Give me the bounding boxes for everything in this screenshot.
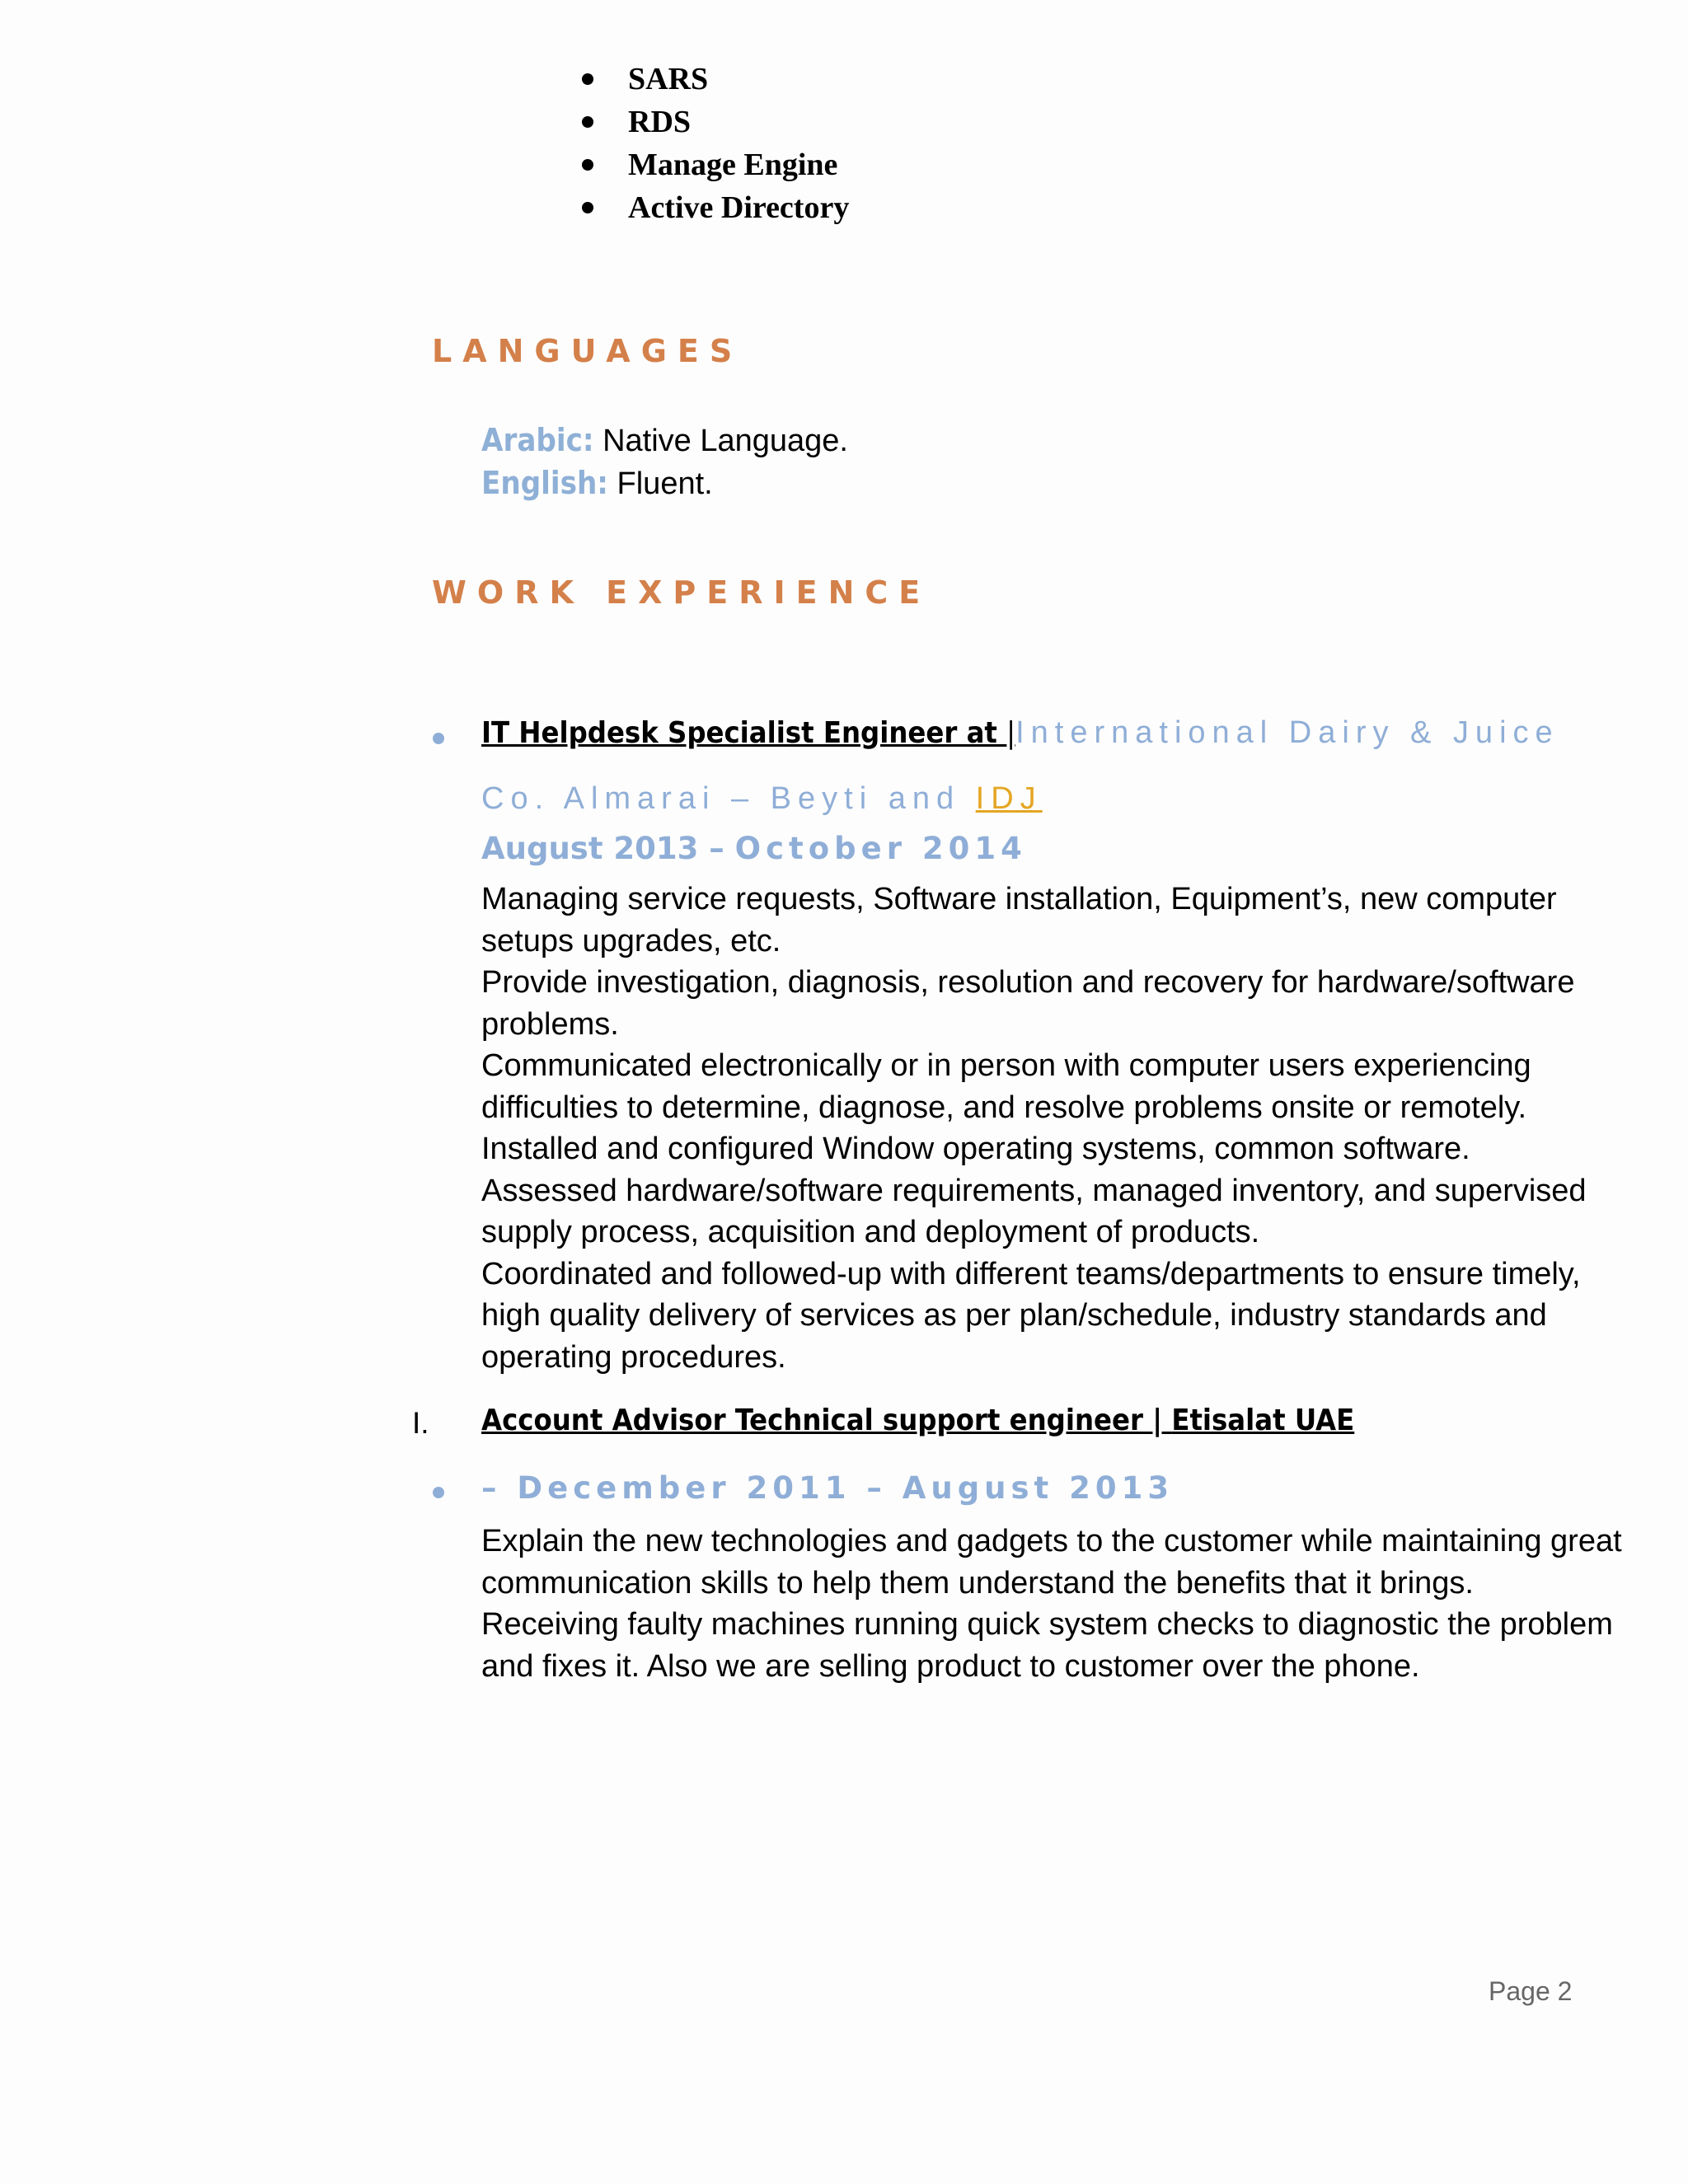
language-key: Arabic: xyxy=(481,422,594,458)
skills-list xyxy=(577,58,849,229)
language-value: Fluent. xyxy=(607,466,713,501)
skill-item: Active Directory xyxy=(577,186,849,229)
language-english xyxy=(481,465,713,502)
job2-title: Account Advisor Technical support engineer xyxy=(481,1404,1143,1437)
bullet-icon xyxy=(433,733,444,744)
job2-separator: | xyxy=(1142,1404,1172,1437)
duty-line: Explain the new technologies and gadgets to the customer while maintaining great communication skills to help them understand the benefits that it brings. xyxy=(481,1524,1622,1601)
duty-line: Provide investigation, diagnosis, resolution and recovery for hardware/software problems. xyxy=(481,965,1575,1042)
bullet-icon xyxy=(433,1487,444,1498)
language-arabic xyxy=(481,422,848,459)
job2-duties xyxy=(481,1521,1635,1687)
duty-line: Installed and configured Window operating systems, common software. xyxy=(481,1132,1470,1166)
bullet-icon xyxy=(582,159,593,171)
skill-item: Manage Engine xyxy=(577,143,849,186)
language-value: Native Language. xyxy=(593,424,848,458)
work-experience-heading: WORK EXPERIENCE xyxy=(432,574,931,611)
job1-duties xyxy=(481,879,1635,1378)
duty-line: Managing service requests, Software installation, Equipment’s, new computer setups upgrades, etc. xyxy=(481,882,1557,958)
bullet-icon xyxy=(582,116,593,128)
job1-company: International Dairy & Juice xyxy=(1015,715,1559,750)
job2-company: Etisalat UAE xyxy=(1171,1404,1355,1437)
duty-line: Coordinated and followed-up with different teams/departments to ensure timely, high quality delivery of services as per plan/schedule, industry standards and operating procedures. xyxy=(481,1256,1581,1375)
job2-date: – December 2011 – August 2013 xyxy=(481,1470,1175,1506)
language-key: English: xyxy=(481,465,608,501)
page-number: Page 2 xyxy=(1489,1976,1573,2006)
job1-company-line2: Co. Almarai – Beyti and IDJ xyxy=(481,781,1043,816)
skill-item: RDS xyxy=(577,101,849,143)
duty-line: Receiving faulty machines running quick system checks to diagnostic the problem and fixes it. Also we are selling product to customer over the phone. xyxy=(481,1607,1613,1684)
job2-title-line xyxy=(481,1404,1354,1437)
bullet-icon xyxy=(582,202,593,213)
skill-item: SARS xyxy=(577,58,849,101)
job1-title-line xyxy=(448,715,1559,751)
job1-separator: | xyxy=(1006,716,1016,750)
job1-date: August 2013 – October 2014 xyxy=(481,831,1027,866)
duty-line: Assessed hardware/software requirements, managed inventory, and supervised supply process, acquisition and deployment of products. xyxy=(481,1173,1587,1249)
bullet-icon xyxy=(582,73,593,85)
job2-number: I. xyxy=(412,1406,429,1440)
job1-title: IT Helpdesk Specialist Engineer at xyxy=(481,716,1007,750)
duty-line: Communicated electronically or in person with computer users experiencing difficulties to determine, diagnose, and resolve problems onsite or remotely. xyxy=(481,1048,1531,1125)
languages-heading: LANGUAGES xyxy=(432,333,743,369)
idj-link[interactable]: IDJ xyxy=(975,781,1043,816)
